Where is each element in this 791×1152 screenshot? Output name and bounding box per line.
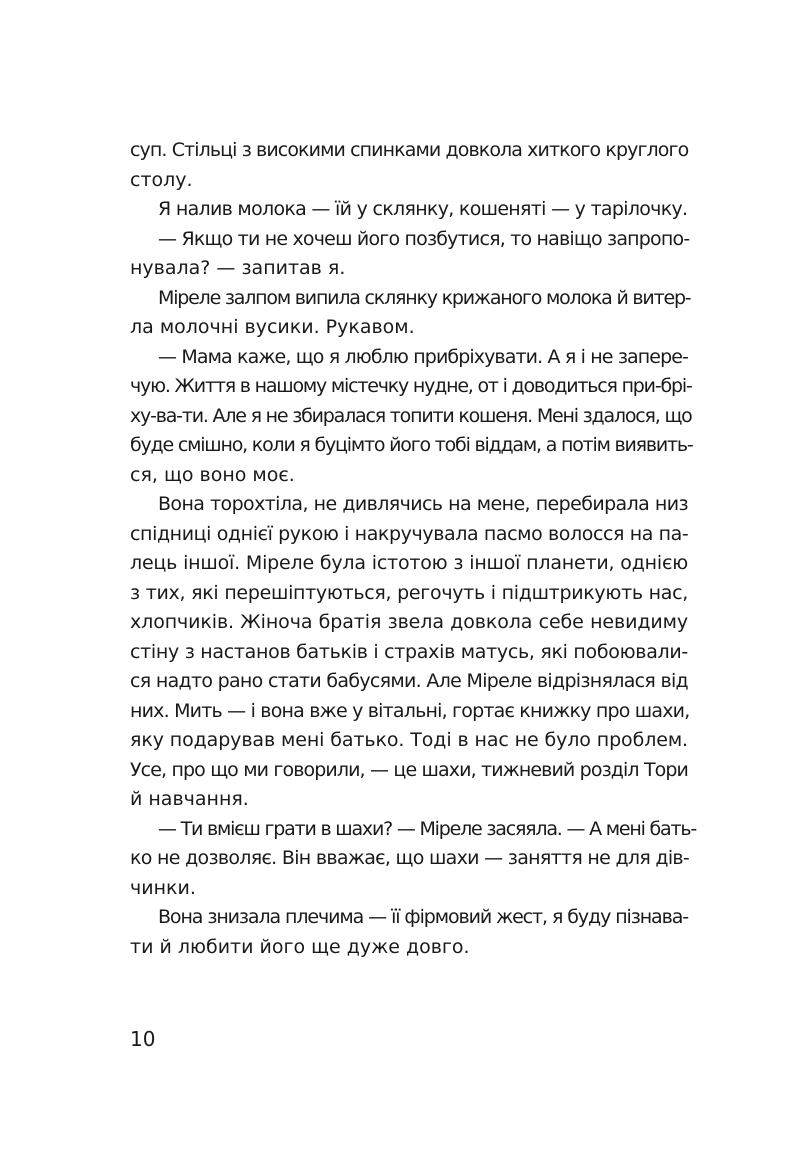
text-line: нувала? — запитав я. [130, 257, 346, 279]
text-line: з тих, які перешіптуються, регочуть і підштрикують нас, [130, 581, 688, 604]
text-line: ко не дозволяє. Він вважає, що шахи — заняття не для дів- [130, 847, 690, 869]
text-line: чинки. [130, 876, 196, 899]
text-line: столу. [130, 168, 193, 191]
text-line: суп. Стільці з високими спинками довкола хиткого круглого [130, 139, 689, 161]
text-line: — Ти вмієш грати в шахи? — Міреле засяяла. — А мені бать- [158, 817, 696, 840]
page-number: 10 [130, 1027, 156, 1051]
text-line: спідниці однієї рукою і накручувала пасмо волосся на па- [130, 522, 689, 545]
text-line: них. Мить — і вона вже у вітальні, гортає книжку про шахи, [130, 699, 690, 722]
text-line: Вона знизала плечима — її фірмовий жест, я буду пізнава- [158, 906, 688, 928]
text-line: лець іншої. Міреле була істотою з іншої планети, однією [130, 552, 688, 574]
text-line: й навчання. [130, 788, 249, 810]
text-line: — Мама каже, що я люблю прибріхувати. А я і не запере- [158, 345, 688, 368]
text-line: ти й любити його ще дуже довго. [130, 935, 470, 958]
text-line: Я налив молока — їй у склянку, кошеняті — у тарілочку. [158, 198, 688, 220]
text-line: буде смішно, коли я буцімто його тобі віддам, а потім виявить- [130, 434, 693, 456]
text-line: чую. Життя в нашому містечку нудне, от і доводиться при-брі- [130, 375, 692, 397]
text-line: ла молочні вусики. Рукавом. [130, 316, 415, 338]
text-line: яку подарував мені батько. Тоді в нас не було проблем. [130, 729, 688, 751]
body-text [130, 136, 696, 962]
text-line: Вона торохтіла, не дивлячись на мене, перебирала низ [158, 493, 688, 515]
text-line: Усе, про що ми говорили, — це шахи, тижневий розділ Тори [130, 758, 688, 781]
text-line: Міреле залпом випила склянку крижаного молока й витер- [158, 286, 691, 309]
text-line: ху-ва-ти. Але я не збиралася топити кошеня. Мені здалося, що [130, 404, 692, 427]
text-line: хлопчиків. Жіноча братія звела довкола себе невидиму [130, 611, 688, 633]
text-line: стіну з настанов батьків і страхів матусь, які побоювали- [130, 640, 688, 663]
text-line: ся надто рано стати бабусями. Але Міреле відрізнялася від [130, 670, 688, 692]
text-line: — Якщо ти не хочеш його позбутися, то навіщо запропо- [158, 227, 690, 250]
text-line: ся, що воно моє. [130, 463, 295, 486]
